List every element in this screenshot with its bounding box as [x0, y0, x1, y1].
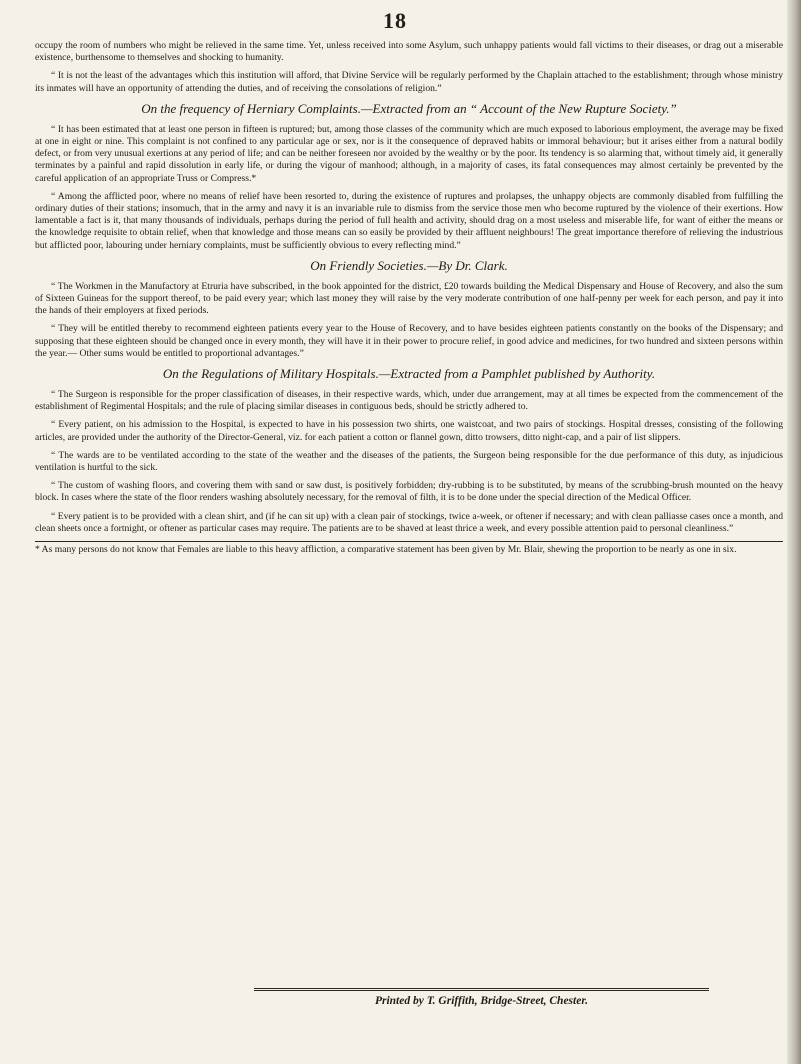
friendly-paragraph-1: “ The Workmen in the Manufactory at Etruria have subscribed, in the book appointed for the district, £20 towards building the Medical Dispensary and House of Recovery, and also the sum of Sixteen Guineas for the support thereof, to be paid every year; which last money they will raise by the very moderate contribution of one half-penny per week for each person, and pay it into the hands of their employers at fixed periods. — [35, 280, 783, 317]
footnote-text: * As many persons do not know that Females are liable to this heavy affliction, a comparative statement has been given by Mr. Blair, shewing the proportion to be nearly as one in six. — [35, 544, 737, 556]
footer-rule — [254, 988, 709, 991]
military-paragraph-1: “ The Surgeon is responsible for the proper classification of diseases, in their respective wards, which, under due arrangement, may at all times be expected from the commencement of the establishment of Regimental Hospitals; and the rule of placing similar diseases in contiguous beds, should be strictly adhered to. — [35, 389, 783, 413]
military-paragraph-4: “ The custom of washing floors, and covering them with sand or saw dust, is positively forbidden; dry-rubbing is to be substituted, by means of the scrubbing-brush mounted on the heavy block. In cases where the state of the floor renders washing absolutely necessary, for the removal of filth, it is to be done under the special direction of the Medical Officer. — [35, 480, 783, 504]
section-title-hernia: On the frequency of Herniary Complaints.—Extracted from an “ Account of the New Rupture Society.” — [141, 100, 677, 116]
section-title-friendly-societies: On Friendly Societies.—By Dr. Clark. — [310, 257, 508, 273]
page-number: 18 — [383, 8, 407, 33]
printer-imprint: Printed by T. Griffith, Bridge-Street, Chester. — [374, 995, 589, 1007]
section-title-military-hospitals: On the Regulations of Military Hospitals.—Extracted from a Pamphlet published by Authority. — [162, 366, 656, 382]
intro-paragraph: occupy the room of numbers who might be relieved in the same time. Yet, unless received into some Asylum, such unhappy patients would fall victims to their diseases, or drag out a miserable existence, burthensome to themselves and shocking to humanity. — [35, 40, 783, 64]
military-paragraph-5: “ Every patient is to be provided with a clean shirt, and (if he can sit up) with a clean pair of stockings, twice a-week, or oftener if necessary; and with clean palliasse cases once a month, and clean sheets once a fortnight, or oftener as particular cases may require. The patients are to be shaved at least thrice a week, and every possible attention paid to personal cleanliness.” — [35, 510, 783, 534]
hernia-paragraph-2: “ Among the afflicted poor, where no means of relief have been resorted to, during the existence of ruptures and prolapses, the unhappy objects are commonly disabled from fulfilling the ordinary duties of their stations; insomuch, that in the army and navy it is an invariable rule to dismiss from the service those men who become ruptured by the violence of their exertions. How lamentable a fact is it, that many thousands of individuals, perhaps during the period of full health and activity, should drag on a most useless and miserable life, for want of either the means or the knowledge requisite to obtain relief, when that knowledge and those means can so easily be provided by their affluent neighbours! The great importance therefore of relieving the industrious but afflicted poor, labouring under herniary complaints, must be sufficiently obvious to every reflecting mind.” — [35, 190, 783, 251]
chaplain-paragraph: “ It is not the least of the advantages which this institution will afford, that Divine Service will be regularly performed by the Chaplain attached to the establishment; through whose ministry its inmates will have an opportunity of attending the duties, and of receiving the consolations of religion.” — [35, 70, 783, 94]
footnote — [35, 541, 783, 556]
page-body — [35, 40, 783, 562]
military-paragraph-2: “ Every patient, on his admission to the Hospital, is expected to have in his possession two shirts, one waistcoat, and two pairs of stockings. Hospital dresses, consisting of the following articles, are provided under the authority of the Director-General, viz. for each patient a cotton or flannel gown, ditto trowsers, ditto night-cap, and a pair of list slippers. — [35, 419, 783, 443]
page-edge — [787, 0, 801, 1064]
hernia-paragraph-1: “ It has been estimated that at least one person in fifteen is ruptured; but, among those classes of the community which are much exposed to laborious employment, the average may be fixed at one in eight or nine. This complaint is not confined to any particular age or sex, nor is it the consequence of depraved habits or immoral behaviour; but it arises either from a natural bodily defect, or from very unusual exertions at any period of life; and can be neither foreseen nor avoided by the wealthy or by the poor. Its tendency is so alarming that, without timely aid, it generally terminates by a painful and rapid dissolution in early life, or during the vigour of manhood; although, in a majority of cases, its fatal consequences may almost certainly be prevented by the careful application of an appropriate Truss or Compress.* — [35, 123, 783, 184]
military-paragraph-3: “ The wards are to be ventilated according to the state of the weather and the diseases of the patients, the Surgeon being responsible for the due performance of this duty, as injudicious ventilation is hurtful to the sick. — [35, 449, 783, 474]
friendly-paragraph-2: “ They will be entitled thereby to recommend eighteen patients every year to the House of Recovery, and to have besides eighteen patients constantly on the books of the Dispensary; and supposing that these eighteen should be changed once in every month, they will have it in their power to procure relief, in good advice and medicines, for two hundred and sixteen persons within the year.— Other sums would be entitled to proportional advantages.” — [35, 323, 783, 359]
